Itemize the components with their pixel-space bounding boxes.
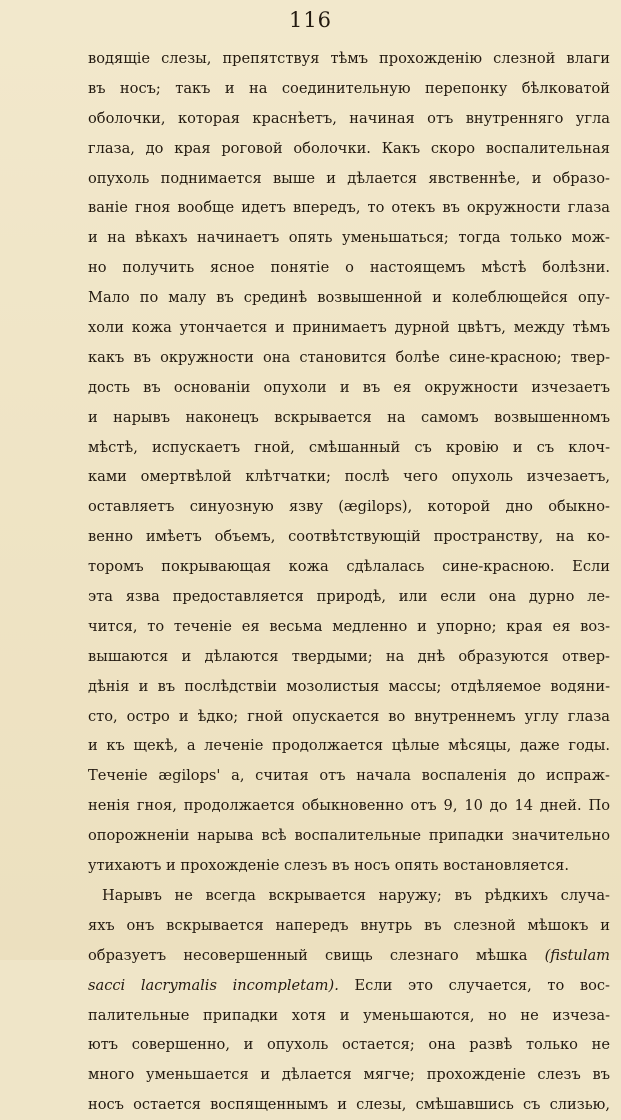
text-line: Мало по малу въ срединѣ возвышенной и колеблющейся опу- [88,289,610,307]
text-line: много уменьшается и дѣлается мягче; прохожденiе слезъ въ [88,1066,610,1084]
text-fragment: образуетъ несовершенный свищь слезнаго мѣшка [88,946,528,964]
text-line: какъ въ окружности она становится болѣе сине-красною; твер- [88,348,610,366]
text-line [88,941,610,971]
text-line: опорожненiи нарыва всѣ воспалительные припадки значительно [88,827,610,845]
text-line: ютъ совершенно, и опухоль остается; она развѣ только не [88,1036,610,1054]
text-line: эта язва предоставляется природѣ, или если она дурно ле- [88,588,610,606]
text-line: и нарывъ наконецъ вскрывается на самомъ возвышенномъ [88,408,610,426]
text-line: венно имѣетъ объемъ, соотвѣтствующiй пространству, на ко- [88,528,610,546]
text-line: опухоль поднимается выше и дѣлается явственнѣе, и образо- [88,169,610,187]
text-line: Нарывъ не всегда вскрывается наружу; въ рѣдкихъ случа- [102,886,610,904]
text-line: чится, то теченiе ея весьма медленно и упорно; края ея воз- [88,617,610,635]
text-line: яхъ онъ вскрывается напередъ внутрь въ слезной мѣшокъ и [88,916,610,934]
page-number: 116 [288,8,333,32]
text-line: вышаются и дѣлаются твердыми; на днѣ образуются отвер- [88,647,610,665]
text-line: сто, остро и ѣдко; гной опускается во внутреннемъ углу глаза [88,707,610,725]
text-line: оставляетъ синуозную язву (ægilops), которой дно обыкно- [88,498,610,516]
text-line: но получить ясное понятiе о настоящемъ мѣстѣ болѣзни. [88,259,610,277]
text-line: въ носъ; такъ и на соединительную перепонку бѣлковатой [88,79,610,97]
text-body [88,44,610,1120]
text-line: ненiя гноя, продолжается обыкновенно отъ 9, 10 до 14 дней. По [88,797,610,815]
text-line: мѣстѣ, испускаетъ гной, смѣшанный съ кровiю и съ клоч- [88,438,610,456]
text-line: Теченiе ægilops' а, считая отъ начала воспаленiя до испраж- [88,767,610,785]
text-line: водящiе слезы, препятствуя тѣмъ прохожденiю слезной влаги [88,50,610,67]
latin-term: (fistulam [544,946,610,964]
paragraph-1 [88,44,610,881]
text-line: оболочки, которая краснѣетъ, начиная отъ внутренняго угла [88,109,610,127]
text-line: носъ остается воспященнымъ и слезы, смѣшавшись съ слизью, [88,1096,610,1114]
text-line: дость въ основанiи опухоли и въ ея окружности изчезаетъ [88,378,610,396]
text-line: глаза, до края роговой оболочки. Какъ скоро воспалительная [88,139,610,157]
text-line: ванiе гноя вообще идетъ впередъ, то отекъ въ окружности глаза [88,199,610,217]
text-line: палительные припадки хотя и уменьшаются, но не изчеза- [88,1006,610,1024]
paragraph-2 [88,881,610,1120]
text-line: ками омертвѣлой клѣтчатки; послѣ чего опухоль изчезаетъ, [88,468,610,486]
text-line: утихаютъ и прохожденiе слезъ въ носъ опять востановляется. [88,857,569,875]
text-line: и къ щекѣ, а леченiе продолжается цѣлые мѣсяцы, даже годы. [88,737,610,755]
text-line: дѣнiя и въ послѣдствiи мозолистыя массы; отдѣляемое водяни- [88,677,610,695]
text-line: холи кожа утончается и принимаетъ дурной цвѣтъ, между тѣмъ [88,319,610,337]
text-line: торомъ покрывающая кожа сдѣлалась сине-красною. Если [88,558,610,576]
text-line: и на вѣкахъ начинаетъ опять уменьшаться; тогда только мож- [88,229,610,247]
text-line: sacci lacrymalis incompletam). Если это случается, то вос- [88,976,610,994]
